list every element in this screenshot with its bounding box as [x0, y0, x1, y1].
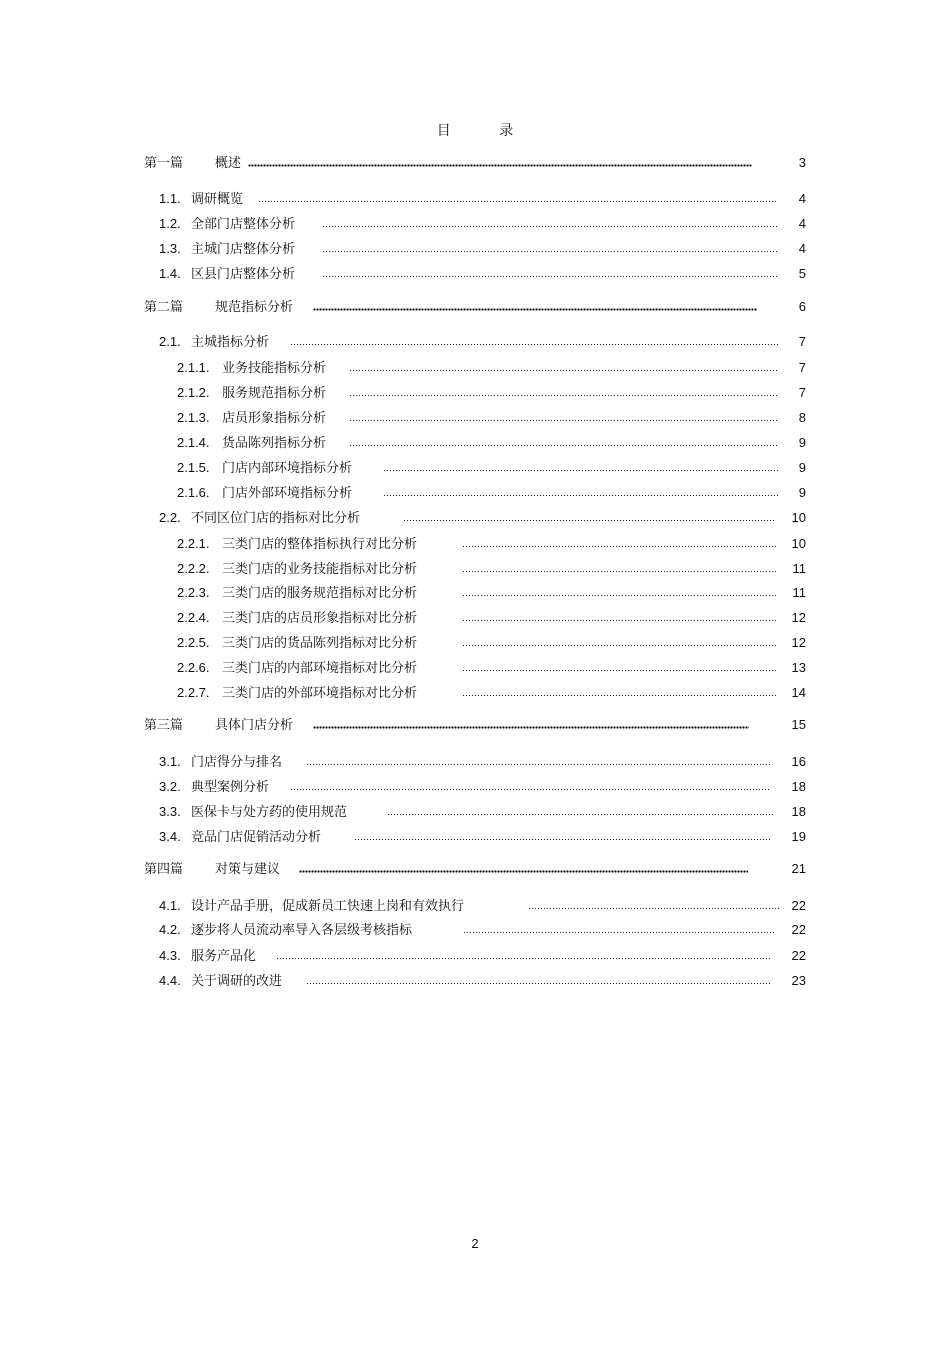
toc-entry-page: 4 [798, 216, 806, 231]
toc-subsection-entry[interactable] [177, 410, 806, 427]
toc-entry-page: 3 [798, 155, 806, 170]
toc-entry-title: 三类门店的业务技能指标对比分析 [222, 562, 418, 577]
toc-entry-title: 业务技能指标分析 [222, 361, 327, 376]
toc-entry-number: 2.2.1. [177, 536, 210, 551]
toc-subsection-entry[interactable] [177, 435, 806, 452]
toc-dot-leader [258, 200, 778, 204]
toc-entry-number: 3.4. [159, 829, 181, 844]
toc-subsection-entry[interactable] [177, 360, 806, 377]
toc-subsection-entry[interactable] [177, 685, 806, 702]
toc-entry-title: 三类门店的货品陈列指标对比分析 [222, 636, 418, 651]
toc-entry-title: 服务产品化 [191, 949, 257, 964]
toc-entry-number: 2.1.2. [177, 385, 210, 400]
toc-section-entry[interactable] [159, 804, 806, 821]
toc-entry-page: 15 [791, 717, 806, 732]
toc-entry-number: 2.1.5. [177, 460, 210, 475]
toc-dot-leader [462, 545, 776, 549]
toc-section-entry[interactable] [159, 754, 806, 771]
toc-entry-number: 4.1. [159, 898, 181, 913]
toc-entry-title: 医保卡与处方药的使用规范 [191, 805, 348, 820]
toc-entry-title: 竞品门店促销活动分析 [191, 830, 322, 845]
toc-subsection-entry[interactable] [177, 635, 806, 652]
toc-section-entry[interactable] [159, 216, 806, 233]
toc-entry-number: 2.2. [159, 510, 181, 525]
toc-dot-leader [349, 444, 778, 448]
toc-entry-page: 12 [791, 610, 806, 625]
toc-entry-page: 14 [791, 685, 806, 700]
toc-entry-title: 对策与建议 [215, 862, 281, 877]
toc-entry-page: 19 [791, 829, 806, 844]
toc-entry-title: 门店外部环境指标分析 [222, 486, 353, 501]
toc-dot-leader [462, 619, 776, 623]
toc-dot-leader [463, 931, 776, 935]
toc-dot-leader [313, 726, 749, 730]
toc-entry-number: 3.2. [159, 779, 181, 794]
toc-part-entry[interactable] [144, 299, 806, 316]
toc-dot-leader [349, 419, 778, 423]
toc-dot-leader [290, 343, 778, 347]
toc-dot-leader [322, 225, 778, 229]
toc-part-entry[interactable] [144, 861, 806, 878]
toc-section-entry[interactable] [159, 948, 806, 965]
toc-dot-leader [306, 763, 770, 767]
toc-dot-leader [528, 907, 780, 911]
toc-entry-page: 16 [791, 754, 806, 769]
toc-section-entry[interactable] [159, 241, 806, 258]
toc-entry-number: 1.2. [159, 216, 181, 231]
toc-entry-number: 3.3. [159, 804, 181, 819]
toc-entry-page: 9 [798, 485, 806, 500]
toc-entry-page: 6 [798, 299, 806, 314]
toc-dot-leader [322, 275, 778, 279]
toc-dot-leader [299, 870, 748, 874]
toc-entry-title: 概述 [215, 156, 242, 171]
toc-dot-leader [383, 494, 780, 498]
toc-section-entry[interactable] [159, 191, 806, 208]
toc-entry-page: 12 [791, 635, 806, 650]
toc-subsection-entry[interactable] [177, 660, 806, 677]
toc-entry-page: 7 [798, 360, 806, 375]
toc-entry-title: 规范指标分析 [215, 300, 294, 315]
toc-dot-leader [462, 669, 776, 673]
toc-subsection-entry[interactable] [177, 536, 806, 553]
toc-entry-number: 2.1.4. [177, 435, 210, 450]
toc-entry-page: 10 [791, 536, 806, 551]
toc-dot-leader [306, 982, 770, 986]
toc-entry-number: 2.1.1. [177, 360, 210, 375]
toc-entry-page: 18 [791, 779, 806, 794]
toc-dot-leader [383, 469, 780, 473]
toc-section-entry[interactable] [159, 510, 806, 527]
toc-subsection-entry[interactable] [177, 385, 806, 402]
toc-entry-page: 9 [798, 460, 806, 475]
toc-entry-page: 9 [798, 435, 806, 450]
toc-entry-page: 13 [791, 660, 806, 675]
toc-entry-page: 8 [798, 410, 806, 425]
toc-dot-leader [462, 570, 776, 574]
toc-entry-number: 1.3. [159, 241, 181, 256]
toc-entry-page: 7 [798, 385, 806, 400]
toc-subsection-entry[interactable] [177, 561, 806, 578]
toc-entry-page: 11 [792, 585, 806, 600]
toc-entry-page: 22 [791, 898, 806, 913]
toc-entry-title: 具体门店分析 [215, 718, 294, 733]
toc-entry-title: 三类门店的服务规范指标对比分析 [222, 586, 418, 601]
toc-entry-title: 三类门店的外部环境指标对比分析 [222, 686, 418, 701]
toc-entry-title: 三类门店的整体指标执行对比分析 [222, 537, 418, 552]
toc-title: 目 录 [436, 123, 536, 139]
toc-entry-number: 2.1. [159, 334, 181, 349]
toc-entry-title: 三类门店的店员形象指标对比分析 [222, 611, 418, 626]
toc-subsection-entry[interactable] [177, 485, 806, 502]
toc-entry-page: 10 [791, 510, 806, 525]
toc-subsection-entry[interactable] [177, 610, 806, 627]
toc-dot-leader [248, 164, 752, 168]
toc-entry-number: 2.2.6. [177, 660, 210, 675]
toc-section-entry[interactable] [159, 973, 806, 990]
toc-dot-leader [349, 394, 778, 398]
toc-entry-title: 店员形象指标分析 [222, 411, 327, 426]
toc-entry-number: 4.3. [159, 948, 181, 963]
toc-entry-page: 18 [791, 804, 806, 819]
toc-entry-number: 第二篇 [144, 299, 184, 314]
toc-subsection-entry[interactable] [177, 585, 806, 602]
toc-section-entry[interactable] [159, 829, 806, 846]
toc-entry-number: 2.1.6. [177, 485, 210, 500]
toc-entry-page: 7 [798, 334, 806, 349]
toc-entry-title: 门店得分与排名 [191, 755, 283, 770]
toc-entry-number: 4.2. [159, 922, 181, 937]
toc-part-entry[interactable] [144, 155, 806, 172]
toc-entry-title: 调研概览 [191, 192, 244, 207]
toc-entry-page: 22 [791, 948, 806, 963]
toc-dot-leader [290, 788, 770, 792]
toc-dot-leader [354, 838, 771, 842]
toc-entry-page: 21 [791, 861, 806, 876]
toc-section-entry[interactable] [159, 922, 806, 939]
toc-dot-leader [403, 519, 774, 523]
toc-entry-title: 三类门店的内部环境指标对比分析 [222, 661, 418, 676]
toc-entry-title: 设计产品手册，促成新员工快速上岗和有效执行 [191, 899, 465, 914]
toc-section-entry[interactable] [159, 898, 806, 915]
toc-entry-number: 2.1.3. [177, 410, 210, 425]
toc-section-entry[interactable] [159, 779, 806, 796]
toc-dot-leader [276, 957, 770, 961]
toc-entry-title: 逐步将人员流动率导入各层级考核指标 [191, 923, 413, 938]
toc-entry-page: 11 [792, 561, 806, 576]
toc-entry-number: 2.2.4. [177, 610, 210, 625]
toc-entry-number: 第三篇 [144, 717, 184, 732]
toc-entry-number: 2.2.2. [177, 561, 210, 576]
toc-entry-title: 主城指标分析 [191, 335, 270, 350]
toc-section-entry[interactable] [159, 266, 806, 283]
toc-entry-title: 关于调研的改进 [191, 974, 283, 989]
toc-dot-leader [313, 308, 757, 312]
toc-entry-title: 主城门店整体分析 [191, 242, 296, 257]
toc-entry-title: 服务规范指标分析 [222, 386, 327, 401]
toc-entry-page: 23 [791, 973, 806, 988]
toc-entry-number: 第四篇 [144, 861, 184, 876]
toc-entry-title: 货品陈列指标分析 [222, 436, 327, 451]
toc-entry-title: 不同区位门店的指标对比分析 [191, 511, 361, 526]
toc-entry-number: 1.1. [159, 191, 181, 206]
toc-entry-number: 2.2.3. [177, 585, 210, 600]
toc-dot-leader [349, 369, 778, 373]
toc-section-entry[interactable] [159, 334, 806, 351]
toc-subsection-entry[interactable] [177, 460, 806, 477]
toc-entry-number: 3.1. [159, 754, 181, 769]
toc-dot-leader [462, 694, 776, 698]
toc-entry-number: 1.4. [159, 266, 181, 281]
toc-part-entry[interactable] [144, 717, 806, 734]
toc-entry-number: 2.2.5. [177, 635, 210, 650]
toc-dot-leader [462, 644, 776, 648]
toc-dot-leader [387, 813, 773, 817]
toc-entry-title: 典型案例分析 [191, 780, 270, 795]
toc-entry-number: 第一篇 [144, 155, 184, 170]
toc-entry-title: 全部门店整体分析 [191, 217, 296, 232]
toc-entry-number: 2.2.7. [177, 685, 210, 700]
toc-entry-title: 门店内部环境指标分析 [222, 461, 353, 476]
toc-dot-leader [322, 250, 778, 254]
toc-entry-page: 4 [798, 191, 806, 206]
toc-entry-number: 4.4. [159, 973, 181, 988]
toc-entry-page: 5 [798, 266, 806, 281]
toc-dot-leader [462, 594, 776, 598]
toc-entry-page: 4 [798, 241, 806, 256]
page-number: 2 [471, 1236, 479, 1251]
toc-entry-page: 22 [791, 922, 806, 937]
toc-entry-title: 区县门店整体分析 [191, 267, 296, 282]
